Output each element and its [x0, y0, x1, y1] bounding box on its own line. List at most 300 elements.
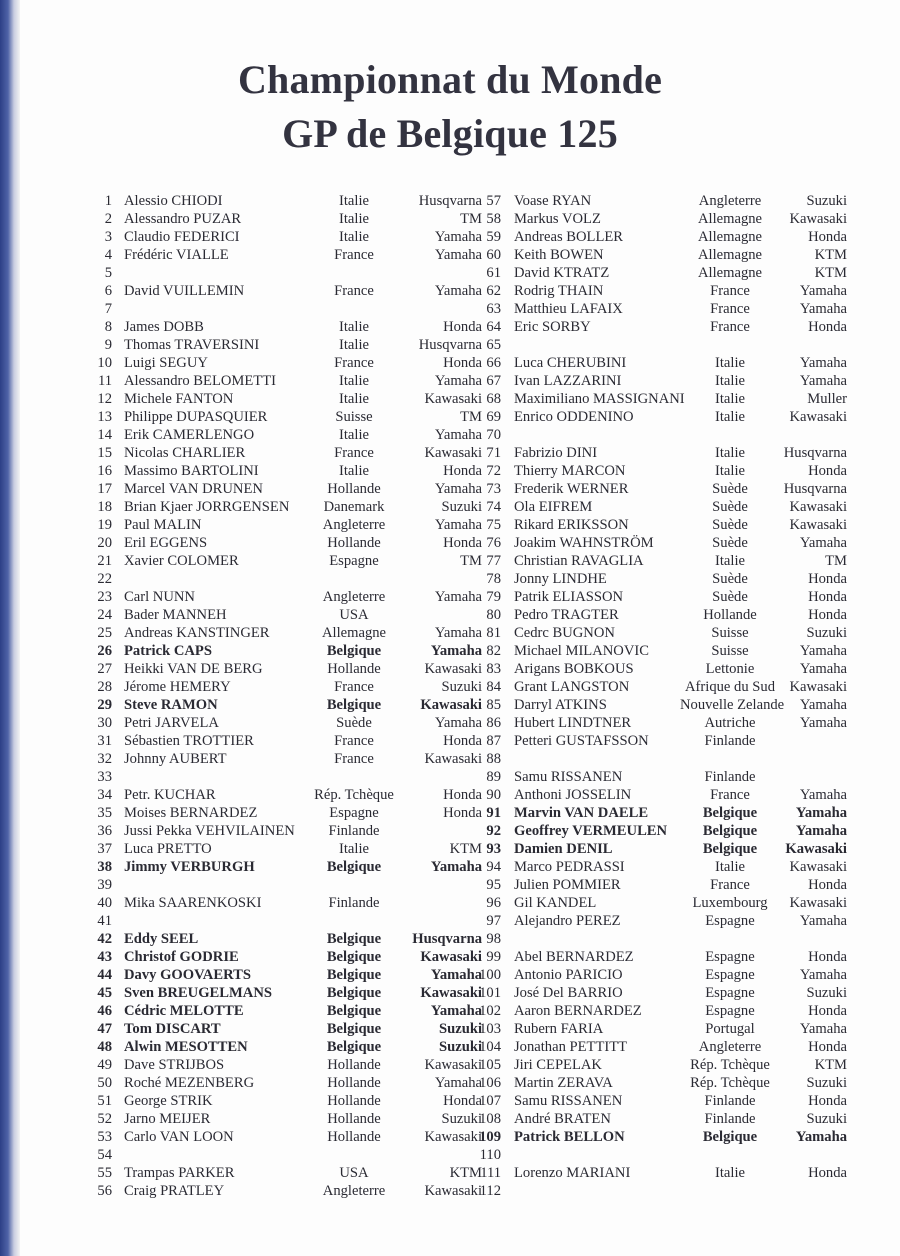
rider-row: [92, 498, 482, 516]
rider-make: Husqvarna: [412, 931, 482, 947]
rider-make: Yamaha: [430, 967, 482, 983]
rider-row: [92, 732, 482, 750]
rider-make: Kawasaki: [785, 841, 847, 857]
rider-row: [92, 570, 482, 588]
rider-country: Italie: [715, 553, 745, 569]
rider-name: Patrick BELLON: [514, 1129, 625, 1145]
rider-row: [92, 1182, 482, 1200]
rider-name: Rodrig THAIN: [514, 283, 604, 299]
rider-country: Allemagne: [697, 229, 763, 245]
rider-row: [92, 282, 482, 300]
rider-name: Patrik ELIASSON: [514, 589, 624, 605]
rider-make: Husqvarna: [418, 193, 482, 209]
rider-number: 59: [486, 229, 501, 245]
rider-country: France: [710, 301, 750, 317]
rider-country: France: [710, 319, 750, 335]
rider-country: Belgique: [702, 841, 758, 857]
rider-row: [92, 300, 482, 318]
rider-number: 104: [479, 1039, 501, 1055]
rider-row: [92, 966, 482, 984]
rider-make: Kawasaki: [424, 1129, 482, 1145]
rider-row: [475, 570, 865, 588]
rider-name: Nicolas CHARLIER: [124, 445, 246, 461]
rider-make: KTM: [449, 841, 482, 857]
rider-number: 3: [104, 229, 112, 245]
rider-row: [92, 1092, 482, 1110]
rider-make: Kawasaki: [789, 517, 847, 533]
rider-country: Espagne: [705, 985, 755, 1001]
rider-number: 56: [97, 1183, 112, 1199]
rider-row: [475, 966, 865, 984]
rider-name: Ola EIFREM: [514, 499, 593, 515]
rider-name: Abel BERNARDEZ: [514, 949, 634, 965]
rider-make: Yamaha: [799, 373, 847, 389]
rider-number: 53: [97, 1129, 112, 1145]
rider-number: 51: [97, 1093, 112, 1109]
rider-make: Kawasaki: [789, 679, 847, 695]
rider-number: 1: [104, 193, 112, 209]
rider-row: [92, 246, 482, 264]
rider-number: 77: [486, 553, 501, 569]
rider-number: 105: [479, 1057, 501, 1073]
rider-make: Suzuki: [441, 1111, 482, 1127]
rider-make: Honda: [808, 319, 847, 335]
rider-name: Trampas PARKER: [124, 1165, 235, 1181]
rider-make: KTM: [814, 265, 847, 281]
rider-row: [475, 588, 865, 606]
rider-number: 43: [97, 949, 112, 965]
rider-row: [475, 1056, 865, 1074]
rider-country: Suède: [712, 499, 748, 515]
rider-number: 73: [486, 481, 501, 497]
rider-name: Roché MEZENBERG: [124, 1075, 255, 1091]
rider-number: 42: [97, 931, 112, 947]
rider-country: Hollande: [327, 481, 381, 497]
rider-row: [92, 1164, 482, 1182]
rider-row: [92, 606, 482, 624]
rider-country: Italie: [339, 391, 369, 407]
rider-country: Espagne: [329, 553, 379, 569]
rider-number: 30: [97, 715, 112, 731]
rider-name: Heikki VAN DE BERG: [124, 661, 263, 677]
rider-number: 23: [97, 589, 112, 605]
rider-name: Michele FANTON: [124, 391, 234, 407]
rider-country: Italie: [339, 229, 369, 245]
rider-row: [475, 426, 865, 444]
rider-country: Suède: [712, 517, 748, 533]
rider-make: Yamaha: [434, 517, 482, 533]
rider-country: Hollande: [327, 1075, 381, 1091]
rider-row: [92, 354, 482, 372]
rider-number: 16: [97, 463, 112, 479]
rider-name: David KTRATZ: [514, 265, 610, 281]
rider-country: Espagne: [705, 913, 755, 929]
rider-row: [475, 984, 865, 1002]
rider-name: Brian Kjaer JORRGENSEN: [124, 499, 290, 515]
rider-make: Yamaha: [799, 643, 847, 659]
rider-make: Yamaha: [434, 625, 482, 641]
rider-number: 71: [486, 445, 501, 461]
rider-number: 12: [97, 391, 112, 407]
rider-name: Sven BREUGELMANS: [124, 985, 272, 1001]
rider-number: 39: [97, 877, 112, 893]
rider-make: Yamaha: [795, 823, 847, 839]
rider-number: 72: [486, 463, 501, 479]
rider-row: [475, 786, 865, 804]
rider-row: [92, 642, 482, 660]
rider-row: [475, 1002, 865, 1020]
rider-name: Matthieu LAFAIX: [514, 301, 623, 317]
rider-number: 27: [97, 661, 112, 677]
rider-make: Yamaha: [799, 697, 847, 713]
rider-make: Yamaha: [799, 535, 847, 551]
rider-name: Alessandro BELOMETTI: [124, 373, 276, 389]
rider-row: [92, 678, 482, 696]
rider-row: [92, 444, 482, 462]
rider-name: Julien POMMIER: [514, 877, 621, 893]
rider-number: 25: [97, 625, 112, 641]
rider-country: USA: [339, 1165, 369, 1181]
rider-name: Jussi Pekka VEHVILAINEN: [124, 823, 295, 839]
rider-row: [92, 264, 482, 282]
rider-number: 49: [97, 1057, 112, 1073]
rider-row: [92, 408, 482, 426]
rider-make: Yamaha: [434, 481, 482, 497]
rider-name: Christian RAVAGLIA: [514, 553, 644, 569]
rider-make: Suzuki: [806, 985, 847, 1001]
rider-number: 82: [486, 643, 501, 659]
rider-row: [475, 768, 865, 786]
rider-number: 89: [486, 769, 501, 785]
rider-row: [475, 462, 865, 480]
rider-row: [92, 822, 482, 840]
rider-row: [92, 1002, 482, 1020]
rider-country: France: [710, 283, 750, 299]
rider-make: Honda: [443, 355, 482, 371]
rider-make: KTM: [449, 1165, 482, 1181]
rider-number: 10: [97, 355, 112, 371]
rider-row: [475, 912, 865, 930]
rider-number: 65: [486, 337, 501, 353]
rider-country: Luxembourg: [692, 895, 768, 911]
rider-number: 68: [486, 391, 501, 407]
rider-number: 96: [486, 895, 501, 911]
rider-row: [475, 498, 865, 516]
rider-number: 36: [97, 823, 112, 839]
rider-country: France: [710, 787, 750, 803]
rider-row: [475, 390, 865, 408]
rider-name: Andreas BOLLER: [514, 229, 624, 245]
rider-row: [92, 912, 482, 930]
rider-row: [92, 228, 482, 246]
rider-row: [475, 804, 865, 822]
rider-make: Honda: [808, 1039, 847, 1055]
rider-number: 60: [486, 247, 501, 263]
rider-number: 110: [479, 1147, 501, 1163]
rider-number: 11: [97, 373, 112, 389]
rider-name: Andreas KANSTINGER: [124, 625, 270, 641]
rider-number: 55: [97, 1165, 112, 1181]
rider-country: France: [334, 247, 374, 263]
rider-row: [92, 714, 482, 732]
rider-make: Husqvarna: [783, 481, 847, 497]
rider-name: Eric SORBY: [514, 319, 591, 335]
rider-number: 47: [97, 1021, 112, 1037]
rider-country: Belgique: [326, 931, 382, 947]
rider-country: Italie: [339, 211, 369, 227]
rider-make: Kawasaki: [789, 499, 847, 515]
rider-row: [92, 426, 482, 444]
rider-make: Yamaha: [434, 283, 482, 299]
rider-country: Finlande: [704, 1093, 756, 1109]
rider-row: [92, 390, 482, 408]
rider-make: Yamaha: [795, 1129, 847, 1145]
rider-row: [475, 894, 865, 912]
rider-make: Yamaha: [434, 589, 482, 605]
rider-make: Suzuki: [441, 499, 482, 515]
rider-number: 21: [97, 553, 112, 569]
rider-country: Belgique: [326, 1039, 382, 1055]
rider-number: 78: [486, 571, 501, 587]
rider-name: Geoffrey VERMEULEN: [514, 823, 668, 839]
rider-number: 5: [104, 265, 112, 281]
rider-number: 45: [97, 985, 112, 1001]
rider-country: France: [334, 751, 374, 767]
rider-make: Husqvarna: [418, 337, 482, 353]
page-binding-edge: [0, 0, 20, 1256]
rider-number: 22: [97, 571, 112, 587]
rider-country: Italie: [715, 373, 745, 389]
rider-make: Kawasaki: [424, 391, 482, 407]
rider-number: 75: [486, 517, 501, 533]
rider-make: Honda: [443, 733, 482, 749]
rider-make: Honda: [808, 571, 847, 587]
rider-name: Frédéric VIALLE: [124, 247, 229, 263]
rider-make: Honda: [443, 463, 482, 479]
rider-country: Suède: [712, 571, 748, 587]
rider-country: Finlande: [704, 769, 756, 785]
rider-name: Davy GOOVAERTS: [124, 967, 251, 983]
rider-country: Suède: [712, 589, 748, 605]
rider-number: 34: [97, 787, 112, 803]
rider-name: Ivan LAZZARINI: [514, 373, 622, 389]
rider-country: Danemark: [323, 499, 385, 515]
rider-country: Portugal: [705, 1021, 755, 1037]
rider-name: Dave STRIJBOS: [124, 1057, 225, 1073]
rider-country: France: [334, 679, 374, 695]
rider-row: [92, 840, 482, 858]
rider-name: Samu RISSANEN: [514, 769, 623, 785]
rider-number: 67: [486, 373, 501, 389]
rider-make: Yamaha: [799, 355, 847, 371]
rider-number: 28: [97, 679, 112, 695]
rider-row: [475, 606, 865, 624]
rider-name: Marvin VAN DAELE: [514, 805, 649, 821]
rider-row: [92, 462, 482, 480]
rider-row: [475, 552, 865, 570]
rider-name: Jonny LINDHE: [514, 571, 607, 587]
rider-country: Italie: [339, 463, 369, 479]
rider-make: Kawasaki: [420, 985, 482, 1001]
rider-name: Xavier COLOMER: [124, 553, 239, 569]
rider-make: Honda: [443, 805, 482, 821]
rider-name: Tom DISCART: [124, 1021, 221, 1037]
rider-country: Nouvelle Zelande: [680, 697, 785, 713]
rider-country: Italie: [715, 409, 745, 425]
rider-name: Pedro TRAGTER: [514, 607, 619, 623]
rider-number: 38: [97, 859, 112, 875]
rider-number: 61: [486, 265, 501, 281]
rider-row: [475, 246, 865, 264]
rider-row: [475, 300, 865, 318]
rider-name: Eril EGGENS: [124, 535, 208, 551]
rider-name: Arigans BOBKOUS: [514, 661, 634, 677]
rider-number: 37: [97, 841, 112, 857]
rider-row: [92, 1074, 482, 1092]
rider-name: Damien DENIL: [514, 841, 613, 857]
rider-country: Italie: [339, 841, 369, 857]
rider-country: Angleterre: [698, 193, 762, 209]
rider-row: [92, 480, 482, 498]
rider-number: 35: [97, 805, 112, 821]
rider-name: Claudio FEDERICI: [124, 229, 240, 245]
rider-row: [475, 840, 865, 858]
entry-list-left: [92, 192, 482, 1200]
rider-number: 54: [97, 1147, 112, 1163]
rider-number: 94: [486, 859, 501, 875]
rider-make: Kawasaki: [424, 751, 482, 767]
rider-make: Suzuki: [806, 1111, 847, 1127]
rider-row: [92, 1128, 482, 1146]
rider-number: 48: [97, 1039, 112, 1055]
rider-row: [475, 1128, 865, 1146]
rider-name: Keith BOWEN: [514, 247, 604, 263]
rider-country: Italie: [715, 859, 745, 875]
rider-row: [92, 1056, 482, 1074]
rider-name: Fabrizio DINI: [514, 445, 598, 461]
rider-name: Joakim WAHNSTRÖM: [514, 535, 654, 551]
rider-make: Kawasaki: [424, 445, 482, 461]
rider-number: 62: [486, 283, 501, 299]
rider-make: Suzuki: [806, 1075, 847, 1091]
rider-number: 103: [479, 1021, 501, 1037]
rider-name: Alessandro PUZAR: [124, 211, 242, 227]
rider-country: Hollande: [327, 535, 381, 551]
rider-make: Yamaha: [799, 283, 847, 299]
rider-row: [475, 534, 865, 552]
rider-country: Italie: [339, 193, 369, 209]
rider-number: 6: [104, 283, 112, 299]
rider-country: Belgique: [702, 805, 758, 821]
rider-number: 9: [104, 337, 112, 353]
rider-name: Jarno MEIJER: [124, 1111, 211, 1127]
rider-name: Rubern FARIA: [514, 1021, 604, 1037]
rider-name: Erik CAMERLENGO: [124, 427, 255, 443]
rider-country: Allemagne: [321, 625, 387, 641]
rider-name: David VUILLEMIN: [124, 283, 245, 299]
rider-number: 14: [97, 427, 112, 443]
rider-country: Finlande: [704, 733, 756, 749]
rider-make: Yamaha: [799, 1021, 847, 1037]
rider-name: Thierry MARCON: [514, 463, 626, 479]
rider-number: 41: [97, 913, 112, 929]
rider-country: Hollande: [327, 1111, 381, 1127]
rider-row: [92, 1038, 482, 1056]
rider-number: 85: [486, 697, 501, 713]
rider-make: Yamaha: [799, 967, 847, 983]
rider-number: 57: [486, 193, 501, 209]
rider-number: 64: [486, 319, 501, 335]
rider-make: Kawasaki: [424, 1057, 482, 1073]
rider-row: [92, 894, 482, 912]
rider-make: TM: [460, 409, 482, 425]
rider-country: Belgique: [326, 643, 382, 659]
rider-name: Mika SAARENKOSKI: [124, 895, 262, 911]
rider-row: [475, 642, 865, 660]
rider-name: Maximiliano MASSIGNANI: [514, 391, 685, 407]
rider-name: Voase RYAN: [514, 193, 592, 209]
rider-row: [475, 1164, 865, 1182]
rider-row: [92, 750, 482, 768]
entry-list-right: [475, 192, 865, 1200]
rider-make: Husqvarna: [783, 445, 847, 461]
rider-name: Darryl ATKINS: [514, 697, 607, 713]
rider-make: Kawasaki: [789, 211, 847, 227]
rider-country: Italie: [339, 373, 369, 389]
rider-country: Hollande: [327, 1057, 381, 1073]
rider-name: Luca PRETTO: [124, 841, 212, 857]
rider-country: Italie: [715, 445, 745, 461]
rider-country: Lettonie: [705, 661, 755, 677]
rider-country: Rép. Tchèque: [690, 1057, 770, 1073]
rider-make: KTM: [814, 1057, 847, 1073]
rider-make: Yamaha: [430, 643, 482, 659]
rider-make: Kawasaki: [420, 949, 482, 965]
rider-make: Honda: [808, 1003, 847, 1019]
rider-row: [475, 696, 865, 714]
rider-country: Finlande: [328, 823, 380, 839]
rider-country: France: [334, 445, 374, 461]
rider-name: Carl NUNN: [124, 589, 195, 605]
rider-row: [475, 1020, 865, 1038]
rider-country: Italie: [715, 355, 745, 371]
rider-row: [92, 768, 482, 786]
rider-number: 79: [486, 589, 501, 605]
rider-country: Belgique: [326, 1003, 382, 1019]
rider-make: Kawasaki: [789, 859, 847, 875]
rider-name: Johnny AUBERT: [124, 751, 227, 767]
rider-number: 76: [486, 535, 501, 551]
rider-number: 29: [97, 697, 112, 713]
rider-row: [92, 210, 482, 228]
rider-row: [475, 444, 865, 462]
rider-number: 63: [486, 301, 501, 317]
rider-country: Belgique: [702, 823, 758, 839]
rider-row: [475, 336, 865, 354]
rider-make: Yamaha: [799, 301, 847, 317]
rider-country: Italie: [339, 427, 369, 443]
rider-make: TM: [460, 553, 482, 569]
rider-name: Jimmy VERBURGH: [124, 859, 255, 875]
rider-country: France: [334, 733, 374, 749]
rider-name: Moises BERNARDEZ: [124, 805, 258, 821]
rider-number: 87: [486, 733, 501, 749]
rider-row: [475, 750, 865, 768]
rider-make: Yamaha: [434, 247, 482, 263]
rider-row: [475, 372, 865, 390]
rider-row: [475, 678, 865, 696]
rider-number: 108: [479, 1111, 501, 1127]
